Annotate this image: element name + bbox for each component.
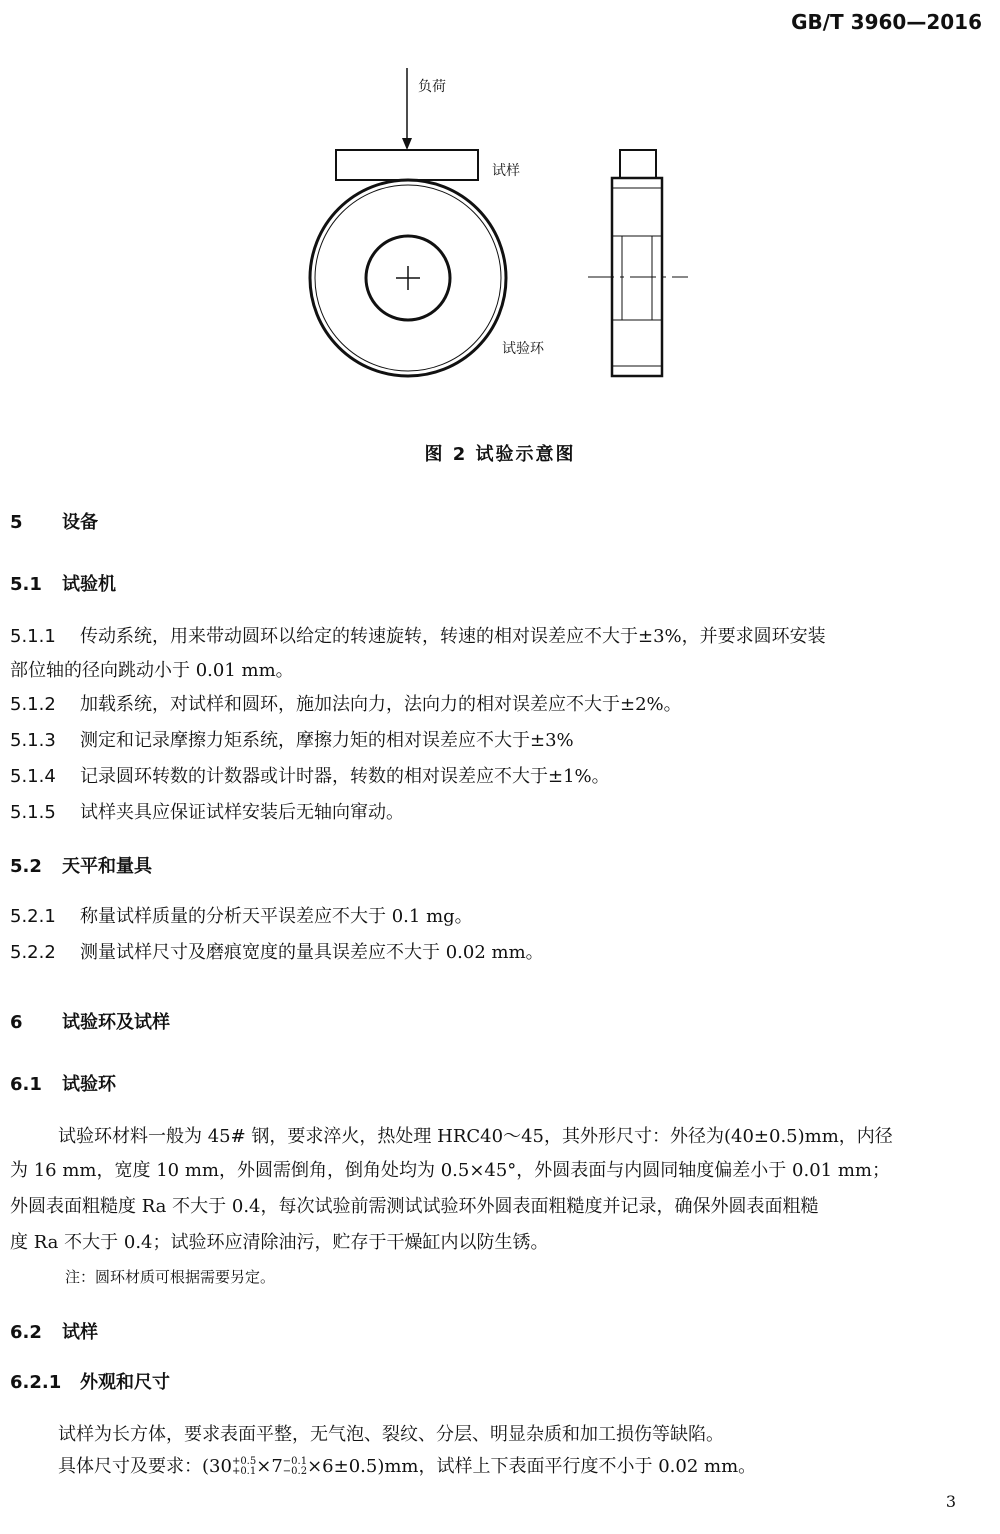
load-arrow-head (402, 138, 412, 150)
para-6-1-line3: 外圆表面粗糙度 Ra 不大于 0.4，每次试验前需测试试验环外圆表面粗糙度并记录，确保外圆表面粗糙 (10, 1196, 819, 1217)
note-6-1: 注：圆环材质可根据需要另定。 (65, 1268, 276, 1286)
section-5-heading: 5 设备 (10, 512, 98, 533)
tolerance-1: +0.5 +0.1 (231, 1456, 257, 1477)
para-6-1-line1: 试验环材料一般为 45# 钢，要求淬火，热处理 HRC40～45，其外形尺寸：外径为(40±0.5)mm，内径 (58, 1126, 893, 1147)
label-ring: 试验环 (502, 341, 544, 357)
figure-caption: 图 2 试验示意图 (424, 444, 576, 465)
item-5-1-2: 5.1.2 加载系统，对试样和圆环，施加法向力，法向力的相对误差应不大于±2%。 (10, 694, 682, 715)
item-5-2-1: 5.2.1 称量试样质量的分析天平误差应不大于 0.1 mg。 (10, 906, 473, 927)
section-6-1-heading: 6.1 试验环 (10, 1074, 116, 1095)
page-number: 3 (945, 1492, 956, 1511)
section-5-2-heading: 5.2 天平和量具 (10, 856, 152, 877)
item-5-1-3: 5.1.3 测定和记录摩擦力矩系统，摩擦力矩的相对误差应不大于±3% (10, 730, 574, 751)
para-6-1-line4: 度 Ra 不大于 0.4；试验环应清除油污，贮存于干燥缸内以防生锈。 (10, 1232, 549, 1253)
item-5-1-1-cont: 部位轴的径向跳动小于 0.01 mm。 (10, 660, 294, 681)
section-6-heading: 6 试验环及试样 (10, 1012, 170, 1033)
section-5-1-heading: 5.1 试验机 (10, 574, 116, 595)
para-6-2-1-line1: 试样为长方体，要求表面平整，无气泡、裂纹、分层、明显杂质和加工损伤等缺陷。 (58, 1424, 724, 1445)
section-6-2-1-heading: 6.2.1 外观和尺寸 (10, 1372, 170, 1393)
test-schematic-figure (0, 60, 1000, 420)
para-6-1-line2: 为 16 mm，宽度 10 mm，外圆需倒角，倒角处均为 0.5×45°，外圆表面与内圆同轴度偏差小于 0.01 mm； (10, 1160, 890, 1181)
item-5-1-1: 5.1.1 传动系统，用来带动圆环以给定的转速旋转，转速的相对误差应不大于±3%，并要求圆环安装 (10, 626, 826, 647)
tolerance-2: −0.1 −0.2 (282, 1456, 308, 1477)
item-5-1-5: 5.1.5 试样夹具应保证试样安装后无轴向窜动。 (10, 802, 404, 823)
label-load: 负荷 (418, 79, 446, 95)
sample-block (336, 150, 478, 180)
item-5-1-4: 5.1.4 记录圆环转数的计数器或计时器，转数的相对误差应不大于±1%。 (10, 766, 610, 787)
side-sample (620, 150, 656, 178)
para-6-2-1-line2: 具体尺寸及要求：(30 +0.5 +0.1 ×7 −0.1 −0.2 ×6±0.5)mm，试样上下表面平行度不小于 0.02 mm。 (58, 1456, 757, 1477)
section-6-2-heading: 6.2 试样 (10, 1322, 98, 1343)
item-5-2-2: 5.2.2 测量试样尺寸及磨痕宽度的量具误差应不大于 0.02 mm。 (10, 942, 544, 963)
standard-number: GB/T 3960—2016 (791, 10, 982, 34)
label-sample: 试样 (492, 163, 520, 179)
